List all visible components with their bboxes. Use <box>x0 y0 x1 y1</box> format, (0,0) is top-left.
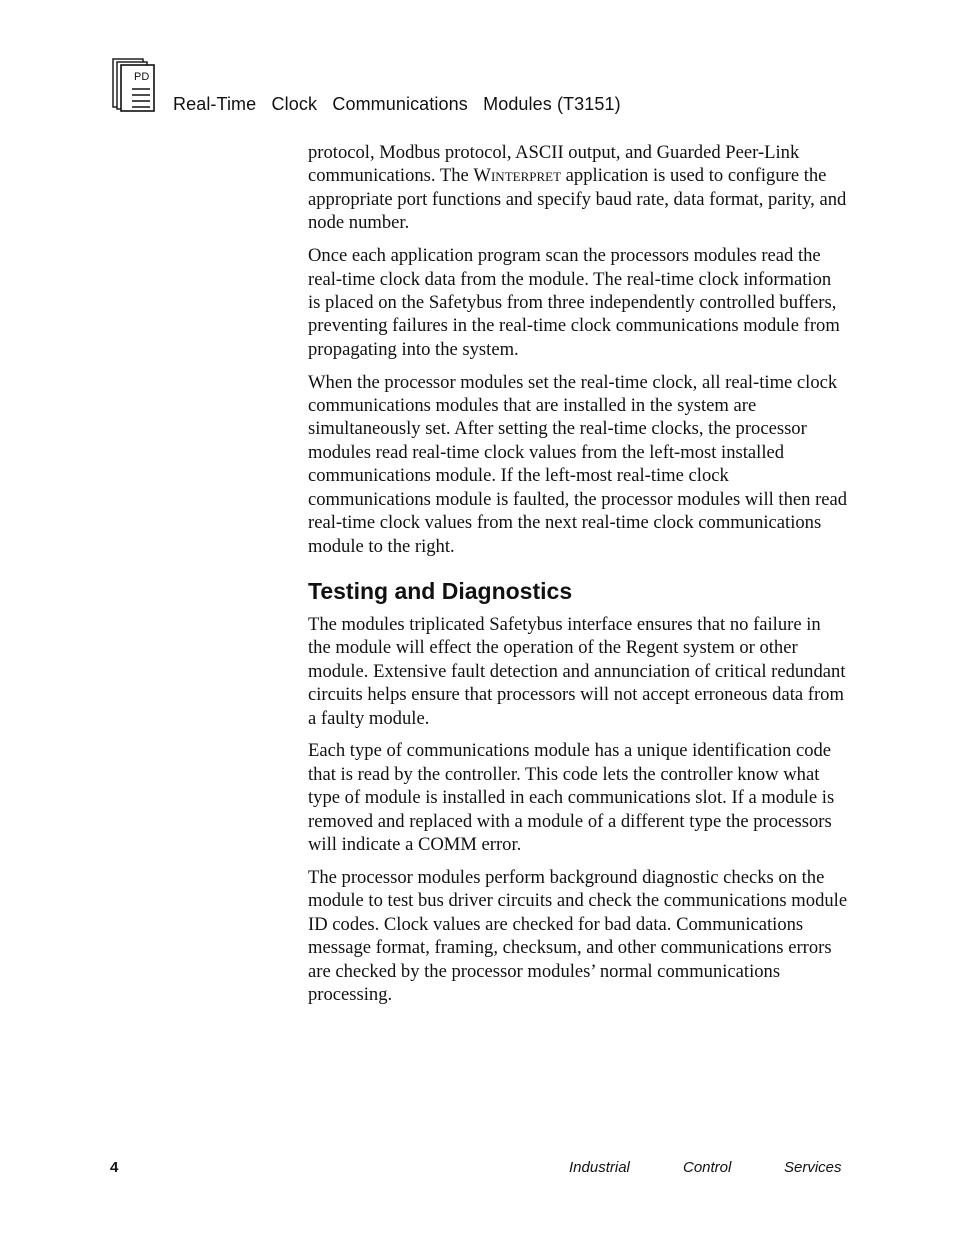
paragraph-text: protocol, Modbus protocol, ASCII output, and Guarded Peer-Link communications. The <box>308 142 800 187</box>
logo-text: PD <box>134 71 150 83</box>
application-name: Winterpret <box>473 165 562 187</box>
paragraph <box>308 141 848 235</box>
paragraph: Once each application program scan the processors modules read the real-time clock data from the module. The real-time clock information is placed on the Safetybus from three independently controlled buffers, preventing failures in the real-time clock communications module from propagating into the system. <box>308 245 840 360</box>
paragraph: Each type of communications module has a unique identification code that is read by the controller. This code lets the controller know what type of module is installed in each communications slot. If a module is removed and replaced with a module of a different type the processors will indicate a COMM error. <box>308 740 835 856</box>
paragraph: The processor modules perform background diagnostic checks on the module to test bus driver circuits and check the communications module ID codes. Clock values are checked for bad data. Communications message format, framing, checksum, and other communications errors are checked by the processor modules’ normal communications processing. <box>308 866 848 1005</box>
paragraph-text: application is used to configure the appropriate port functions and specify baud rate, data format, parity, and node number. <box>308 165 847 234</box>
footer-word-industrial: Industrial <box>569 1159 630 1176</box>
stacked-pages-pd-icon <box>112 58 156 112</box>
running-header-title: Real-Time Clock Communications Modules (T3151) <box>173 94 621 114</box>
footer-word-control: Control <box>683 1159 732 1176</box>
page-number: 4 <box>110 1159 119 1176</box>
section-heading: Testing and Diagnostics <box>308 577 573 604</box>
body-text <box>308 141 848 1016</box>
paragraph: When the processor modules set the real-time clock, all real-time clock communications modules that are installed in the system are simultaneously set. After setting the real-time clocks, the processor modules read real-time clock values from the left-most installed communications module. If the left-most real-time clock communications module is faulted, the processor modules will then read real-time clock values from the next real-time clock communications module to the right. <box>308 371 848 557</box>
footer-word-services: Services <box>784 1159 842 1176</box>
paragraph: The modules triplicated Safetybus interface ensures that no failure in the module will effect the operation of the Regent system or other module. Extensive fault detection and annunciation of critical redundant circuits helps ensure that processors will not accept erroneous data from a faulty module. <box>308 613 846 729</box>
